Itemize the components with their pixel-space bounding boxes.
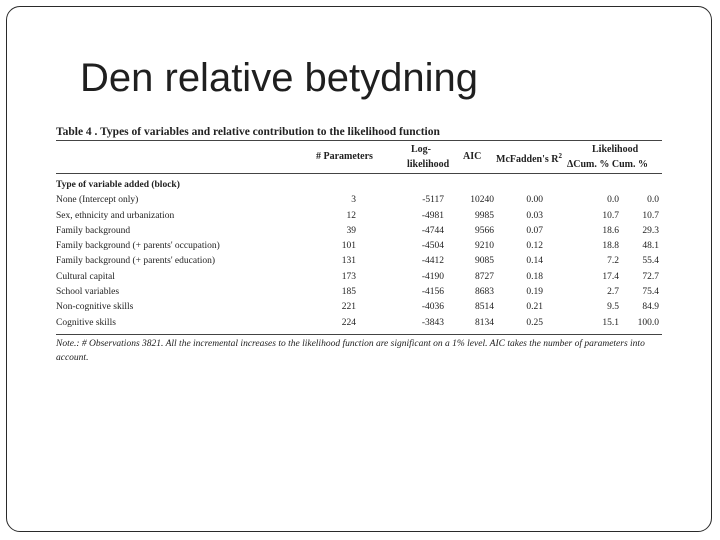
row-label: Sex, ethnicity and urbanization <box>56 210 175 221</box>
table-row <box>56 254 662 269</box>
cell-cum: 100.0 <box>637 317 659 328</box>
table-row <box>56 209 662 224</box>
cell-cum: 55.4 <box>642 256 659 267</box>
cell-loglik: -3843 <box>421 317 444 328</box>
cell-mcfadden: 0.14 <box>526 256 543 267</box>
cell-cum: 75.4 <box>642 287 659 298</box>
cell-cum: 10.7 <box>642 210 659 221</box>
cell-parameters: 12 <box>346 210 356 221</box>
cell-delta-cum: 2.7 <box>607 287 619 298</box>
table-row <box>56 300 662 315</box>
cell-mcfadden: 0.03 <box>526 210 543 221</box>
cell-cum: 29.3 <box>642 225 659 236</box>
cell-parameters: 185 <box>341 287 356 298</box>
cell-aic: 9210 <box>475 241 494 252</box>
cell-loglik: -4036 <box>421 302 444 313</box>
cell-parameters: 224 <box>341 317 356 328</box>
table-row <box>56 285 662 300</box>
cell-delta-cum: 17.4 <box>602 271 619 282</box>
header-loglik-line1: Log- <box>411 144 431 155</box>
cell-loglik: -4156 <box>421 287 444 298</box>
cell-aic: 9085 <box>475 256 494 267</box>
header-cum: ΔCum. % Cum. % <box>567 159 648 170</box>
cell-cum: 0.0 <box>647 195 659 206</box>
cell-aic: 9566 <box>475 225 494 236</box>
row-label: Family background <box>56 225 131 236</box>
cell-delta-cum: 10.7 <box>602 210 619 221</box>
cell-cum: 84.9 <box>642 302 659 313</box>
cell-mcfadden: 0.25 <box>526 317 543 328</box>
cell-parameters: 221 <box>341 302 356 313</box>
table-row <box>56 193 662 208</box>
cell-loglik: -4412 <box>421 256 444 267</box>
header-mcfadden-sup: 2 <box>558 152 562 160</box>
cell-mcfadden: 0.12 <box>526 241 543 252</box>
row-label: Family background (+ parents' occupation) <box>56 241 220 252</box>
table-row <box>56 316 662 331</box>
header-likelihood: Likelihood <box>592 144 639 155</box>
cell-aic: 8683 <box>475 287 494 298</box>
table-body <box>56 174 662 331</box>
table-note: Note.: # Observations 3821. All the incremental increases to the likelihood function are significant on a 1% level. AIC takes the number of parameters into account. <box>56 338 645 363</box>
cell-aic: 8727 <box>475 271 494 282</box>
cell-mcfadden: 0.21 <box>526 302 543 313</box>
results-table <box>56 125 662 365</box>
cell-delta-cum: 18.8 <box>602 241 619 252</box>
cell-mcfadden: 0.19 <box>526 287 543 298</box>
cell-delta-cum: 7.2 <box>607 256 619 267</box>
section-label: Type of variable added (block) <box>56 180 180 190</box>
cell-aic: 10240 <box>470 195 494 206</box>
cell-aic: 8134 <box>475 317 494 328</box>
cell-cum: 48.1 <box>642 241 659 252</box>
cell-loglik: -5117 <box>422 195 444 206</box>
cell-parameters: 131 <box>341 256 356 267</box>
cell-loglik: -4744 <box>421 225 444 236</box>
slide-title: Den relative betydning <box>80 56 479 100</box>
cell-delta-cum: 0.0 <box>607 195 619 206</box>
row-label: Cognitive skills <box>56 317 116 328</box>
cell-parameters: 101 <box>341 241 356 252</box>
row-label: None (Intercept only) <box>56 195 139 206</box>
cell-loglik: -4981 <box>421 210 444 221</box>
cell-aic: 9985 <box>475 210 494 221</box>
section-row <box>56 178 662 193</box>
table-header <box>56 141 662 174</box>
header-loglik-line2: likelihood <box>407 159 450 170</box>
cell-loglik: -4504 <box>421 241 444 252</box>
cell-mcfadden: 0.07 <box>526 225 543 236</box>
cell-aic: 8514 <box>475 302 494 313</box>
table-row <box>56 270 662 285</box>
cell-delta-cum: 18.6 <box>602 225 619 236</box>
header-parameters: # Parameters <box>316 151 373 162</box>
cell-delta-cum: 15.1 <box>602 317 619 328</box>
cell-mcfadden: 0.00 <box>526 195 543 206</box>
row-label: School variables <box>56 287 120 298</box>
table-row <box>56 239 662 254</box>
row-label: Non-cognitive skills <box>56 302 134 313</box>
header-mcfadden <box>496 150 562 166</box>
cell-parameters: 39 <box>346 225 356 236</box>
cell-cum: 72.7 <box>642 271 659 282</box>
cell-delta-cum: 9.5 <box>607 302 619 313</box>
table-row <box>56 224 662 239</box>
header-aic: AIC <box>463 151 482 162</box>
cell-parameters: 173 <box>341 271 356 282</box>
row-label: Family background (+ parents' education) <box>56 256 216 267</box>
cell-mcfadden: 0.18 <box>526 271 543 282</box>
cell-parameters: 3 <box>351 195 356 206</box>
table-caption: Table 4 . Types of variables and relative contribution to the likelihood function <box>56 125 662 141</box>
cell-loglik: -4190 <box>421 271 444 282</box>
row-label: Cultural capital <box>56 271 115 282</box>
header-mcfadden-text: McFadden's R <box>496 154 559 165</box>
